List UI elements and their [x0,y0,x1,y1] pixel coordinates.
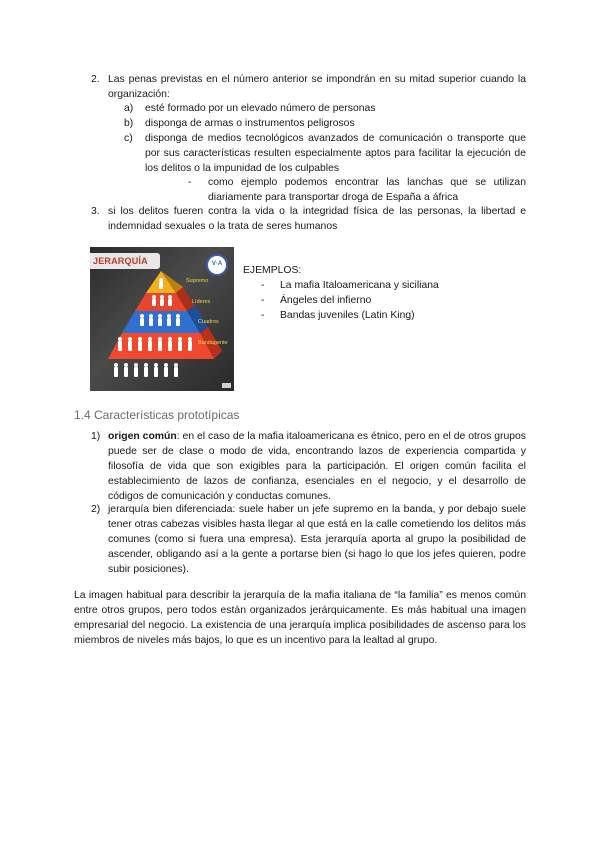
sub-item-b: disponga de armas o instrumentos peligrosos [145,118,355,129]
list-item-text: si los delitos fueren contra la vida o la integridad física de las personas, la libertad e indemnidad sexuales o la trata de seres humanos [108,206,526,232]
list-number: 3. [91,206,100,217]
sub-marker-b: b) [124,118,134,129]
example-item: Bandas juveniles (Latin King) [280,310,415,321]
sub-item-c: disponga de medios tecnológicos avanzados de comunicación o transporte que por sus características resulten especialmente aptos para facilitar la ejecución de los delitos o la impunidad de los culpables [145,133,526,174]
corner-mark [222,383,231,388]
level-label-bandagente: Bandagente [198,340,228,346]
section-item-body: : en el caso de la mafia italoamericana es étnico, pero en el de otros grupos puede ser de clase o modo de vida, encontrando lazos de experiencia compartida y filosofía de vida que son exigibles para la participación. El origen común facilita el establecimiento de lazos de confianza, esenciales en el negocio, y el desarrollo de códigos de comunicación y conductas comunes. [108,431,526,502]
example-marker: - [261,310,265,321]
image-title: JERARQUÍA [93,256,148,266]
sub-marker-c: c) [124,133,133,144]
level-label-cuadros: Cuadros [198,319,219,325]
closing-paragraph: La imagen habitual para describir la jerarquía de la mafia italiana de “la familia” es menos común entre otros grupos, pero todos están organizados jerárquicamente. Es más habitual una imagen empresarial del negocio. La existencia de una jerarquía implica posibilidades de ascenso para los miembros de niveles más bajos, lo que es un incentivo para la lealtad al grupo. [74,590,526,646]
section-item-number: 2) [91,504,101,515]
list-number: 2. [91,74,100,85]
example-item: La mafia Italoamericana y siciliana [280,280,439,291]
section-heading: 1.4 Características prototípicas [74,408,240,422]
badge-label: V·A [211,261,223,267]
sub-item-a: esté formado por un elevado número de personas [145,103,376,114]
dash-item: como ejemplo podemos encontrar las lanchas que se utilizan diariamente para transportar droga de España a áfrica [208,177,526,203]
hierarchy-pyramid-image [90,247,234,391]
example-item: Ángeles del infierno [280,295,372,306]
section-item-text: jerarquía bien diferenciada: suele haber un jefe supremo en la banda, y por debajo suele tener otras cabezas visibles hasta llegar al que está en la calle cometiendo los delitos más comunes (como si fuera una empresa). Esta jerarquía aporta al grupo la posibilidad de ascender, obligando así a la gente a portarse bien (si hago lo que los jefes quieren, podre subir posiciones). [108,504,526,575]
dash-marker: - [188,177,192,188]
example-marker: - [261,280,265,291]
sub-marker-a: a) [124,103,134,114]
section-item-text [108,429,526,504]
list-item-text: Las penas previstas en el número anterior se impondrán en su mitad superior cuando la organización: [108,74,526,100]
section-item-bold: origen común [108,431,177,442]
level-label-lideres: Líderes [192,299,211,305]
examples-heading: EJEMPLOS: [243,265,302,276]
example-marker: - [261,295,265,306]
section-item-number: 1) [91,431,101,442]
level-label-supremo: Supremo [186,278,209,284]
